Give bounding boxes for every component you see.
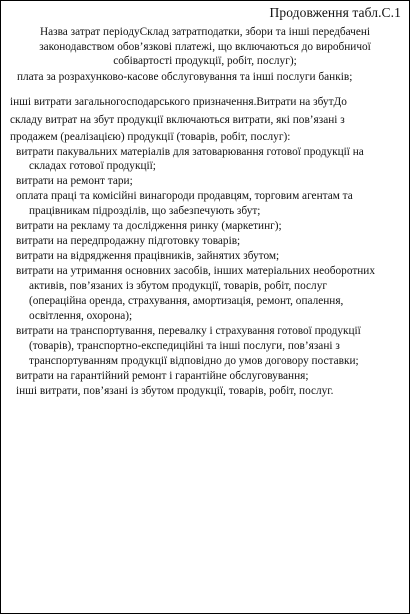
text-line: освітлення, охорона); [29,310,133,322]
text-line: витрати на ремонт тари; [16,175,133,187]
text-line: витрати пакувальних матеріалів для затоварювання готової продукції на [16,146,364,158]
text-line: активів, пов’язаних із збутом продукції, товарів, робіт, послуг [29,280,327,292]
text-line: продажем (реалізацією) продукції (товарів, робіт, послуг): [10,131,291,143]
cost-item-heading [1,25,409,69]
text-line: витрати на передпродажну підготовку товарів; [16,235,241,247]
text-line: плата за розрахунково-касове обслуговування та інші послуги банків; [17,71,353,83]
text-line: витрати на відрядження працівників, зайнятих збутом; [16,250,280,262]
text-line: складах готової продукції; [29,160,156,172]
text-line: витрати на рекламу та дослідження ринку (маркетинг); [16,220,282,232]
text-line: інші витрати загальногосподарського призначення.Витрати на збутДо [10,96,347,108]
text-line: інші витрати, пов’язані із збутом продукції, товарів, робіт, послуг. [16,385,334,397]
text-line: оплата праці та комісійні винагороди продавцям, торговим агентам та [16,190,353,202]
text-line: витрати на гарантійний ремонт і гарантійне обслуговування; [16,370,309,382]
heading-line: законодавством обов’язкові платежі, що включаються до виробничої [39,40,371,53]
heading-line: собівартості продукції, робіт, послуг); [113,55,297,67]
text-line: складу витрат на збут продукції включаються витрати, які пов’язані з [10,114,345,126]
text-line: витрати на транспортування, перевалку і страхування готової продукції [16,325,361,337]
text-line: витрати на утримання основних засобів, інших матеріальних необоротних [16,265,376,277]
table-continuation-label: Продовження табл.С.1 [269,5,401,20]
heading-line: Назва затрат періодуСклад затратподатки, збори та інші передбачені [39,26,371,38]
text-line: (операційна оренда, страхування, амортизація, ремонт, опалення, [29,295,344,307]
text-line: працівникам підрозділів, що забезпечують збут; [29,205,261,217]
text-line: (товарів), транспортно-експедиційні та інші послуги, пов’язані з [29,340,340,352]
text-line: транспортуванням продукції відповідно до умов договору поставки; [29,355,359,367]
